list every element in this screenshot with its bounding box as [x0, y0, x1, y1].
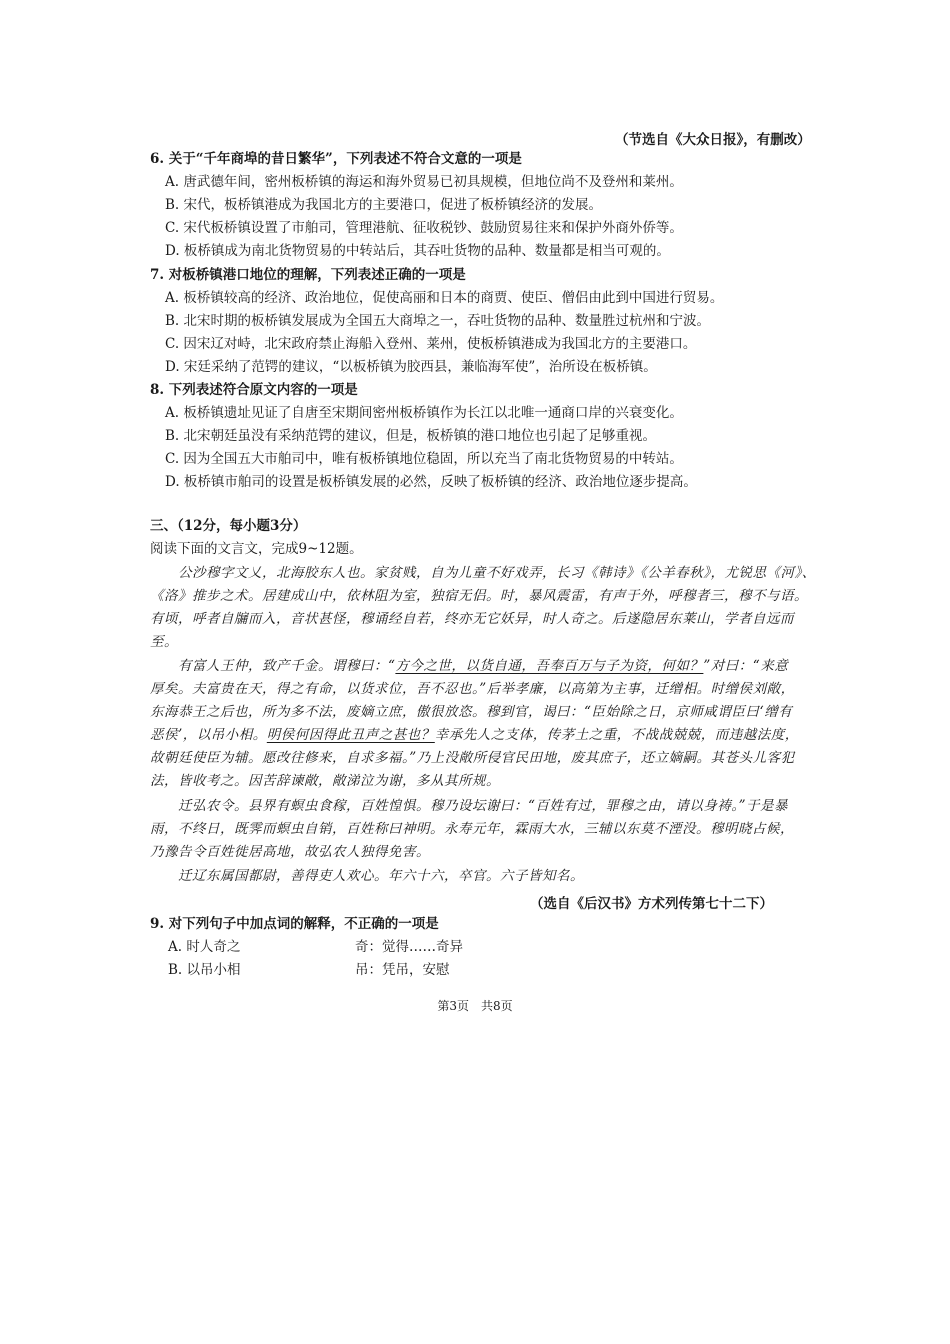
- passage-source: （选自《后汉书》方术列传第七十二下）: [530, 896, 773, 912]
- passage-p2-line6: 法，皆收考之。因苦辞谏敞，敞涕泣为谢，多从其所规。: [150, 773, 500, 789]
- passage-p1-line3: 有顷，呼者自牖而入，音状甚怪，穆诵经自若，终亦无它妖异，时人奇之。后遂隐居东莱山，学者自远而: [150, 611, 794, 627]
- p2-underlined-sentence-2: 明侯何因得此丑声之甚也？: [266, 727, 435, 743]
- q7-option-b: B. 北宋时期的板桥镇发展成为全国五大商埠之一，吞吐货物的品种、数量胜过杭州和宁波。: [165, 313, 711, 329]
- page-number: 第3页 共8页: [437, 999, 513, 1013]
- q9-option-a-label: A. 时人奇之: [168, 939, 241, 955]
- passage-p1-line1: 公沙穆字文乂，北海胶东人也。家贫贱，自为儿童不好戏弄，长习《韩诗》《公羊春秋》，尤锐思《河》、: [178, 565, 816, 581]
- passage-p3-line2: 雨，不终日，既霁而螟虫自销，百姓称曰神明。永寿元年，霖雨大水，三辅以东莫不湮没。穆明晓占候，: [150, 821, 794, 837]
- q8-option-d: D. 板桥镇市舶司的设置是板桥镇发展的必然，反映了板桥镇的经济、政治地位逐步提高。: [165, 474, 697, 490]
- passage-p4: 迁辽东属国都尉，善得吏人欢心。年六十六，卒官。六子皆知名。: [178, 868, 584, 884]
- passage-p2-line4: [150, 726, 799, 744]
- q6-option-a: A. 唐武德年间，密州板桥镇的海运和海外贸易已初具规模，但地位尚不及登州和莱州。: [165, 174, 683, 190]
- passage-p3-line3: 乃豫告令百姓徙居高地，故弘农人独得免害。: [150, 844, 430, 860]
- passage-p2-line5: 故朝廷使臣为辅。愿改往修来，自求多福。”乃上没敞所侵官民田地，废其庶子，还立嫡嗣。其苍头儿客犯: [150, 750, 795, 766]
- q7-option-d: D. 宋廷采纳了范锷的建议，“以板桥镇为胶西县，兼临海军使”，治所设在板桥镇。: [165, 359, 657, 375]
- passage-p1-line2: 《洛》推步之术。居建成山中，依林阻为室，独宿无侣。时，暴风震雷，有声于外，呼穆者三，穆不与语。: [150, 588, 808, 604]
- p2-line4-pre: 恶侯’，以吊小相。: [150, 727, 267, 743]
- q8-option-b: B. 北宋朝廷虽没有采纳范锷的建议，但是，板桥镇的港口地位也引起了足够重视。: [165, 428, 657, 444]
- q9-option-a-explain: 奇：觉得……奇异: [355, 939, 463, 955]
- q8-option-a: A. 板桥镇遗址见证了自唐至宋期间密州板桥镇作为长江以北唯一通商口岸的兴衰变化。: [165, 405, 683, 421]
- q9-option-b-label: B. 以吊小相: [168, 962, 241, 978]
- q6-stem: 6. 关于“千年商埠的昔日繁华”，下列表述不符合文意的一项是: [150, 151, 522, 167]
- q8-option-c: C. 因为全国五大市舶司中，唯有板桥镇地位稳固，所以充当了南北货物贸易的中转站。: [165, 451, 683, 467]
- q6-option-d: D. 板桥镇成为南北货物贸易的中转站后，其吞吐货物的品种、数量都是相当可观的。: [165, 243, 670, 259]
- p2-line1-post: ”对曰：“来意: [703, 658, 789, 674]
- q8-stem: 8. 下列表述符合原文内容的一项是: [150, 382, 358, 398]
- q7-option-c: C. 因宋辽对峙，北宋政府禁止海船入登州、莱州，使板桥镇港成为我国北方的主要港口。: [165, 336, 697, 352]
- passage-p1-line4: 至。: [150, 634, 178, 650]
- p2-line1-pre: 有富人王仲，致产千金。谓穆曰：“: [178, 658, 396, 674]
- passage-p2-line2: 厚矣。夫富贵在天，得之有命，以货求位，吾不忍也。”后举孝廉，以高第为主事，迁缯相。时缯侯刘敞，: [150, 681, 795, 697]
- p2-underlined-sentence-1: 方今之世，以货自通，吾奉百万与子为资，何如？: [395, 658, 704, 674]
- q9-stem: 9. 对下列句子中加点词的解释，不正确的一项是: [150, 916, 439, 932]
- q7-option-a: A. 板桥镇较高的经济、政治地位，促使高丽和日本的商贾、使臣、僧侣由此到中国进行贸易。: [165, 290, 724, 306]
- passage-p2-line3: 东海恭王之后也，所为多不法，废嫡立庶，傲很放恣。穆到官，谒曰：“臣始除之日，京师咸谓臣曰‘缯有: [150, 704, 793, 720]
- q9-option-b-explain: 吊：凭吊，安慰: [355, 962, 450, 978]
- passage-p3-line1: 迁弘农令。县界有螟虫食稼，百姓惶惧。穆乃设坛谢曰：“百姓有过，罪穆之由，请以身祷。”于是暴: [178, 798, 789, 814]
- q7-stem: 7. 对板桥镇港口地位的理解，下列表述正确的一项是: [150, 267, 466, 283]
- q6-option-b: B. 宋代，板桥镇港成为我国北方的主要港口，促进了板桥镇经济的发展。: [165, 197, 603, 213]
- top-source: （节选自《大众日报》，有删改）: [615, 132, 811, 148]
- q6-option-c: C. 宋代板桥镇设置了市舶司，管理港航、征收税钞、鼓励贸易往来和保护外商外侨等。: [165, 220, 683, 236]
- section3-instruction: 阅读下面的文言文，完成9~12题。: [150, 541, 363, 557]
- p2-line4-post: 幸承先人之支体，传茅土之重，不战战兢兢，而违越法度，: [434, 727, 799, 743]
- passage-p2-line1: [178, 657, 788, 675]
- section3-heading: 三、（12分，每小题3分）: [150, 518, 307, 534]
